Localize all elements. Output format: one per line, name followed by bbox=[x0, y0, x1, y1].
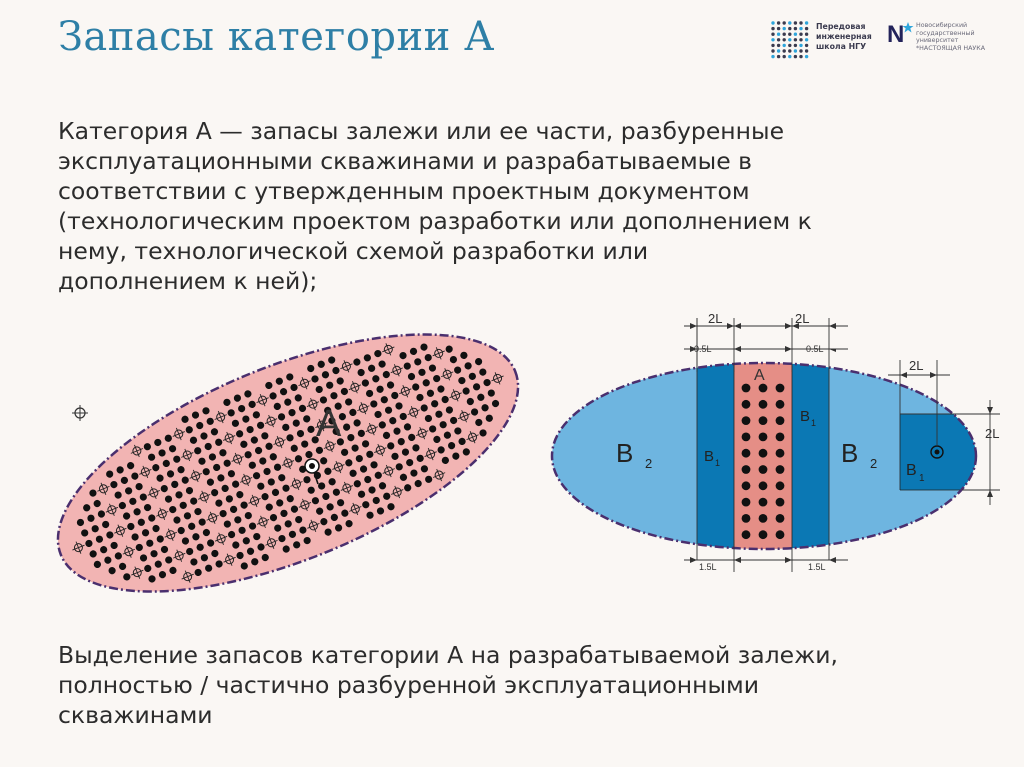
production-well bbox=[776, 384, 785, 393]
production-well bbox=[776, 514, 785, 523]
b1-right-label: B bbox=[800, 408, 811, 425]
b1-block-sub: 1 bbox=[919, 473, 925, 484]
b2-right-label: B bbox=[841, 438, 859, 468]
production-well bbox=[742, 481, 751, 490]
dim-half-l-right: 0.5L bbox=[806, 344, 824, 354]
band-a-label: A bbox=[754, 367, 765, 384]
university-logo-text: Новосибирский государственный университет *НАСТОЯЩАЯ НАУКА bbox=[916, 22, 985, 52]
production-well bbox=[759, 498, 768, 507]
band-b1-right bbox=[792, 355, 829, 555]
production-well bbox=[759, 514, 768, 523]
b1-left-sub: 1 bbox=[715, 458, 721, 468]
figure-caption: Выделение запасов категории А на разрабатываемой залежи, полностью / частично разбуренной эксплуатационными скважинами bbox=[58, 641, 838, 729]
production-well bbox=[776, 400, 785, 409]
production-well bbox=[742, 416, 751, 425]
school-logo-text: Передовая инженерная школа НГУ bbox=[816, 22, 872, 51]
production-well bbox=[776, 416, 785, 425]
production-well bbox=[759, 465, 768, 474]
dim-1-5l-right: 1.5L bbox=[808, 562, 826, 572]
production-well bbox=[759, 481, 768, 490]
production-well bbox=[759, 530, 768, 539]
production-well bbox=[759, 416, 768, 425]
production-well bbox=[776, 465, 785, 474]
b1-block-label: B bbox=[906, 462, 917, 479]
production-well bbox=[742, 465, 751, 474]
b2-left-sub: 2 bbox=[645, 456, 653, 471]
production-well bbox=[742, 384, 751, 393]
production-well bbox=[742, 449, 751, 458]
production-well bbox=[759, 400, 768, 409]
production-well bbox=[776, 481, 785, 490]
production-well bbox=[776, 449, 785, 458]
production-well bbox=[776, 433, 785, 442]
b2-right-sub: 2 bbox=[870, 456, 878, 471]
dim-1-5l-left: 1.5L bbox=[699, 562, 717, 572]
production-well bbox=[759, 449, 768, 458]
production-well bbox=[759, 433, 768, 442]
b1-right-sub: 1 bbox=[811, 418, 817, 428]
production-well bbox=[742, 514, 751, 523]
left-category-label: A bbox=[316, 403, 342, 445]
production-well bbox=[776, 530, 785, 539]
production-well bbox=[759, 384, 768, 393]
dim-2l-side: 2L bbox=[985, 426, 1000, 441]
definition-paragraph: Категория А — запасы залежи или ее части, разбуренные эксплуатационными скважинами и разрабатываемые в соответствии с утвержденным проектным документом (технологическим проектом разработки или дополнением к нему, технологической схемой разработки или дополнением к ней); bbox=[58, 117, 812, 295]
production-well bbox=[742, 400, 751, 409]
production-well bbox=[776, 498, 785, 507]
production-well bbox=[742, 530, 751, 539]
band-b1-left bbox=[697, 355, 734, 555]
dim-2l-top: 2L bbox=[909, 358, 924, 373]
production-well bbox=[742, 433, 751, 442]
production-well bbox=[742, 498, 751, 507]
page-title: Запасы категории А bbox=[58, 14, 495, 60]
dim-2l-right: 2L bbox=[795, 311, 810, 326]
dim-half-l-left: 0.5L bbox=[694, 344, 712, 354]
university-logo-letter: N bbox=[887, 21, 905, 48]
b1-left-label: B bbox=[704, 448, 715, 465]
dim-2l-left: 2L bbox=[708, 311, 723, 326]
b2-left-label: B bbox=[616, 438, 634, 468]
